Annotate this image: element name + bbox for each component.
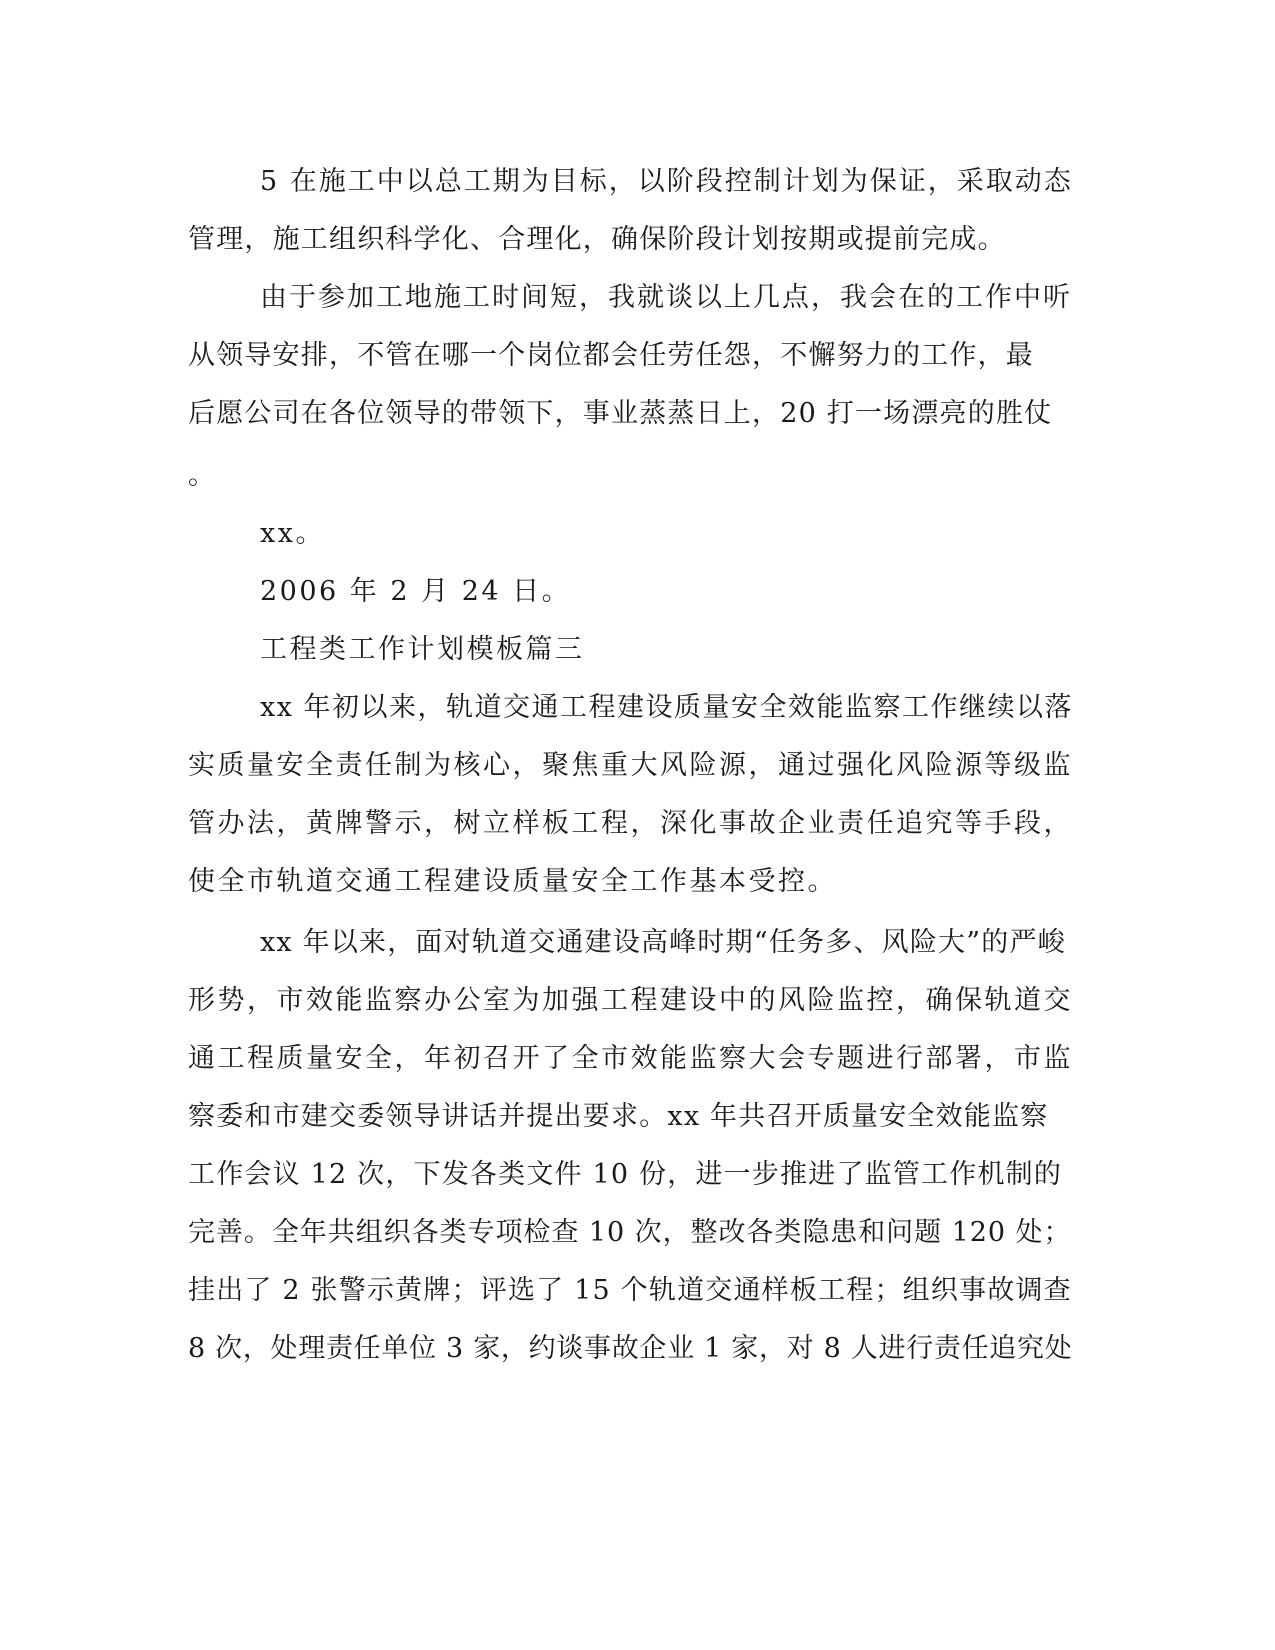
- signature-date: 2006 年 2 月 24 日。: [260, 576, 572, 607]
- text-line: 使全市轨道交通工程建设质量安全工作基本受控。: [188, 866, 837, 897]
- text-line: 5 在施工中以总工期为目标，以阶段控制计划为保证，采取动态: [260, 166, 1073, 197]
- signature-name: xx。: [260, 518, 325, 549]
- text-line: 。: [188, 460, 218, 491]
- section-heading: 工程类工作计划模板篇三: [260, 634, 585, 665]
- text-line: xx 年以来，面对轨道交通建设高峰时期“任务多、风险大”的严峻: [260, 927, 1066, 958]
- text-line: 工作会议 12 次，下发各类文件 10 份，进一步推进了监管工作机制的: [188, 1159, 1063, 1190]
- text-line: 完善。全年共组织各类专项检查 10 次，整改各类隐患和问题 120 处；: [188, 1217, 1072, 1248]
- text-line: 形势，市效能监察办公室为加强工程建设中的风险监控，确保轨道交: [188, 985, 1073, 1016]
- text-line: 8 次，处理责任单位 3 家，约谈事故企业 1 家，对 8 人进行责任追究处: [188, 1333, 1073, 1364]
- text-line: 后愿公司在各位领导的带领下，事业蒸蒸日上，20 打一场漂亮的胜仗: [188, 398, 1053, 429]
- text-line: 实质量安全责任制为核心，聚焦重大风险源，通过强化风险源等级监: [188, 750, 1073, 781]
- text-line: 由于参加工地施工时间短，我就谈以上几点，我会在的工作中听: [260, 282, 1072, 313]
- text-line: 从领导安排，不管在哪一个岗位都会任劳任怨，不懈努力的工作，最: [188, 340, 1034, 371]
- text-line: 通工程质量安全，年初召开了全市效能监察大会专题进行部署，市监: [188, 1043, 1073, 1074]
- text-line: 挂出了 2 张警示黄牌；评选了 15 个轨道交通样板工程；组织事故调查: [188, 1275, 1072, 1306]
- text-line: 察委和市建交委领导讲话并提出要求。xx 年共召开质量安全效能监察: [188, 1101, 1049, 1132]
- text-line: 管办法，黄牌警示，树立样板工程，深化事故企业责任追究等手段，: [188, 808, 1073, 839]
- text-line: 管理，施工组织科学化、合理化，确保阶段计划按期或提前完成。: [188, 224, 1006, 255]
- text-line: xx 年初以来，轨道交通工程建设质量安全效能监察工作继续以落: [260, 692, 1074, 723]
